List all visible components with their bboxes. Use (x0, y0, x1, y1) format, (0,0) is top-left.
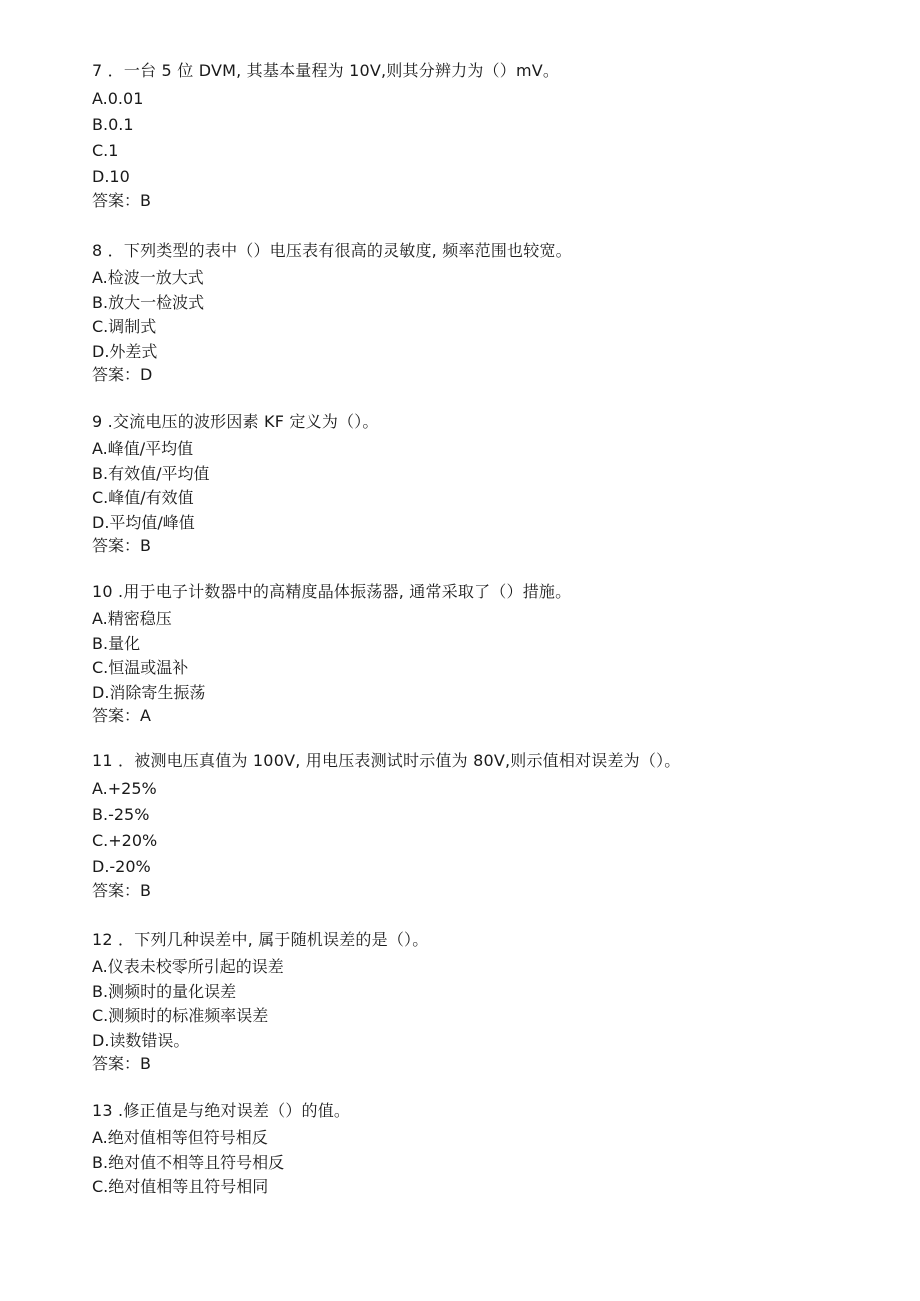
option-d: D.-20% (92, 857, 151, 876)
option-b: B.有效值/平均值 (92, 463, 210, 483)
option-a: A.峰值/平均值 (92, 439, 194, 458)
option-a: A.检波一放大式 (92, 268, 204, 287)
option-c: C.峰值/有效值 (92, 488, 194, 507)
answer: 答案：B (92, 536, 151, 555)
option-a: A.精密稳压 (92, 609, 172, 628)
option-d: D.平均值/峰值 (92, 512, 195, 532)
option-b: B.0.1 (92, 115, 134, 134)
question-title: 12 ．下列几种误差中, 属于随机误差的是（）。 (92, 930, 429, 949)
option-d: D.外差式 (92, 341, 158, 361)
question-7 (92, 56, 852, 212)
option-c: C.+20% (92, 831, 158, 850)
option-c: C.绝对值相等且符号相同 (92, 1177, 269, 1196)
option-b: B.放大一检波式 (92, 292, 205, 312)
answer: 答案：B (92, 191, 151, 210)
question-8 (92, 236, 852, 386)
question-11 (92, 746, 852, 902)
option-b: B.测频时的量化误差 (92, 981, 237, 1001)
question-title: 10 .用于电子计数器中的高精度晶体振荡器, 通常采取了（）措施。 (92, 582, 572, 601)
option-d: D.10 (92, 167, 130, 186)
question-title: 8 ．下列类型的表中（）电压表有很高的灵敏度, 频率范围也较宽。 (92, 241, 572, 260)
option-a: A.0.01 (92, 89, 144, 108)
option-d: D.读数错误。 (92, 1030, 190, 1050)
option-c: C.1 (92, 141, 119, 160)
option-c: C.恒温或温补 (92, 658, 189, 677)
answer: 答案：D (92, 365, 153, 384)
option-a: A.绝对值相等但符号相反 (92, 1128, 268, 1147)
answer: 答案：B (92, 881, 151, 900)
option-d: D.消除寄生振荡 (92, 682, 206, 702)
question-title: 11 ．被测电压真值为 100V, 用电压表测试时示值为 80V,则示值相对误差为（）。 (92, 751, 681, 770)
option-b: B.量化 (92, 633, 141, 653)
answer: 答案：B (92, 1054, 151, 1073)
option-c: C.调制式 (92, 317, 157, 336)
question-title: 9 .交流电压的波形因素 KF 定义为（）。 (92, 412, 379, 431)
option-c: C.测频时的标准频率误差 (92, 1006, 269, 1025)
option-b: B.-25% (92, 805, 150, 824)
option-a: A.仪表未校零所引起的误差 (92, 957, 284, 976)
question-title: 13 .修正值是与绝对误差（）的值。 (92, 1101, 351, 1120)
question-9 (92, 407, 852, 557)
answer: 答案：A (92, 706, 151, 725)
question-10 (92, 577, 852, 727)
option-b: B.绝对值不相等且符号相反 (92, 1152, 285, 1172)
question-title: 7 ．一台 5 位 DVM, 其基本量程为 10V,则其分辨力为（）mV。 (92, 61, 560, 80)
option-a: A.+25% (92, 779, 157, 798)
question-13 (92, 1096, 852, 1200)
question-12 (92, 925, 852, 1075)
